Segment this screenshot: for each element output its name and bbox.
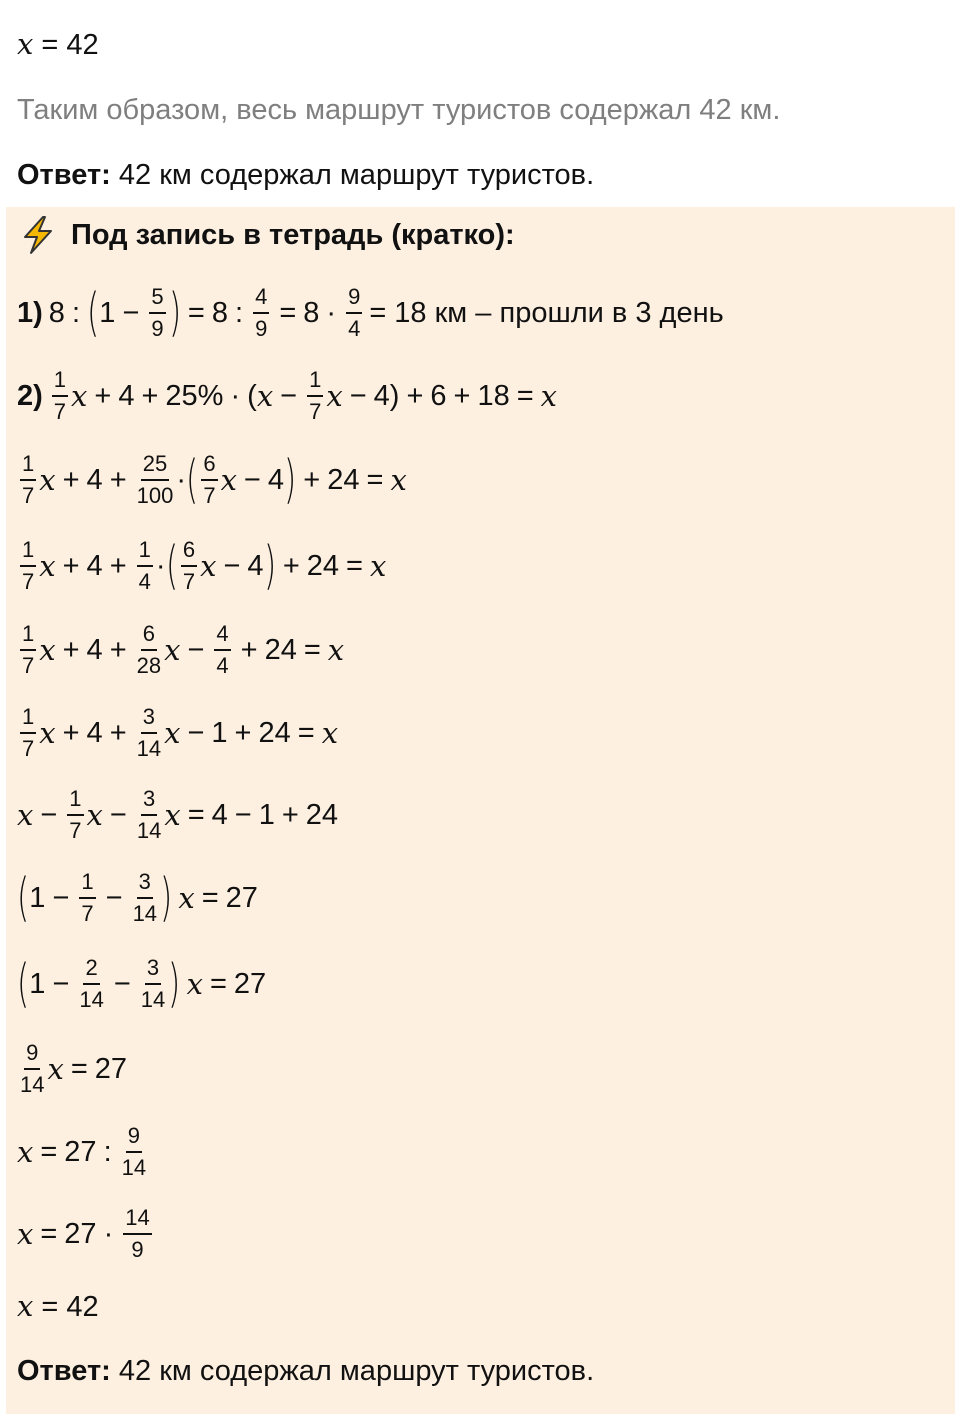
final-value: = 42 (41, 1291, 99, 1323)
result-line (17, 27, 99, 61)
equation-line: $\frac{1}{7}$ x + 4 + $\frac{3}{14}$ x − 1 + 24 = x (22, 704, 339, 761)
equation-line: $\frac{1}{7}$ x + 4 + $\frac{6}{28}$ x − $\frac{4}{4}$ + 24 = x (22, 621, 345, 678)
step-2-label: 2) (17, 379, 43, 412)
equation-line: x = 27 · $\frac{14}{9}$ (17, 1205, 150, 1262)
equation-line: ( 1 − $\frac{1}{7}$ − $\frac{3}{14}$ ) x = 27 (17, 868, 258, 928)
equation-line: $\frac{1}{7}$ x + 4 + $\frac{25}{100}$ · ( $\frac{6}{7}$ x − 4 ) + 24 = x (22, 450, 407, 510)
fraction: $\frac{5}{9}$ (151, 284, 164, 341)
step-1-label: 1) (17, 296, 43, 329)
variable-x: x (17, 27, 34, 61)
final-result (17, 1289, 99, 1323)
answer-text: 42 км содержал маршрут туристов. (118, 159, 595, 191)
answer-label: Ответ: (17, 159, 111, 191)
final-answer (17, 1357, 594, 1386)
result-value: = 42 (41, 29, 99, 61)
equation-line: x − $\frac{1}{7}$ x − $\frac{3}{14}$ x = 4 − 1 + 24 (17, 786, 339, 843)
step-1: 1) 8 : ( 1 − $\frac{5}{9}$ ) = 8 : $\frac{4}{9}$ = 8 · $\frac{9}{4}$ = 18 км – прошли в 3 день (17, 283, 724, 343)
lightning-icon (17, 215, 59, 255)
step-2: 2) $\frac{1}{7}$ x + 4 + 25% · ( x − $\frac{1}{7}$ x − 4) + 6 + 18 = x (17, 367, 558, 424)
conclusion-text: Таким образом, весь маршрут туристов содержал 42 км. (17, 94, 781, 126)
variable-x: x (17, 1289, 34, 1323)
equation-line: $\frac{9}{14}$ x = 27 (20, 1040, 128, 1097)
equation-line: $\frac{1}{7}$ x + 4 + $\frac{1}{4}$ · ( $\frac{6}{7}$ x − 4 ) + 24 = x (22, 536, 387, 596)
answer-text: 42 км содержал маршрут туристов. (118, 1355, 595, 1387)
equation-line: ( 1 − $\frac{2}{14}$ − $\frac{3}{14}$ ) x = 27 (17, 954, 267, 1014)
fraction: $\frac{9}{4}$ (348, 284, 361, 341)
notebook-heading (17, 215, 515, 255)
step-1-tail: = 18 км – прошли в 3 день (369, 296, 724, 329)
heading-text: Под запись в тетрадь (кратко): (71, 218, 515, 251)
answer-line (17, 161, 594, 190)
fraction: $\frac{4}{9}$ (255, 284, 268, 341)
equation-line: x = 27 : $\frac{9}{14}$ (17, 1123, 147, 1180)
answer-label: Ответ: (17, 1355, 111, 1387)
